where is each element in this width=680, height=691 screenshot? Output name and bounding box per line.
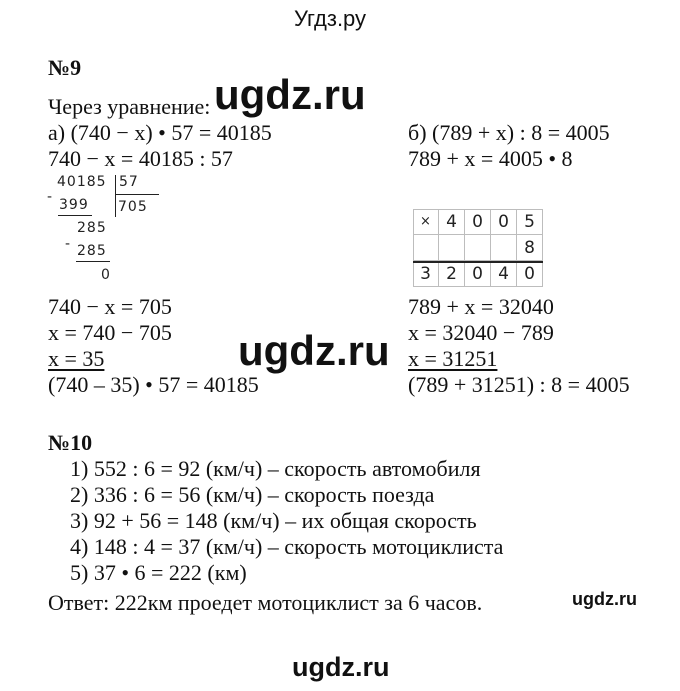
grid-cell: 5 (517, 209, 543, 235)
task9b-step1: 789 + x = 4005 • 8 (408, 146, 573, 171)
task9a-answer: x = 35 (48, 346, 105, 371)
task9b-equation: б) (789 + x) : 8 = 4005 (408, 120, 610, 145)
task9a-check: (740 – 35) • 57 = 40185 (48, 372, 259, 397)
multiply-sign: × (413, 209, 439, 235)
grid-cell: 0 (465, 209, 491, 235)
task9-number: №9 (48, 55, 82, 80)
grid-cell (465, 235, 491, 261)
task9-intro: Через уравнение: (48, 94, 211, 119)
grid-left-border (413, 209, 414, 287)
grid-cell (491, 235, 517, 261)
division-quotient: 705 (118, 199, 148, 215)
minus-sign-1: - (47, 189, 54, 205)
task10-answer: Ответ: 222км проедет мотоциклист за 6 часов. (48, 590, 483, 615)
division-rem2: 0 (101, 267, 111, 283)
task10-line-2: 2) 336 : 6 = 56 (км/ч) – скорость поезда (70, 482, 435, 507)
watermark-4: ugdz.ru (292, 652, 390, 682)
grid-cell (439, 235, 465, 261)
task9a-step1: 740 − x = 40185 : 57 (48, 146, 233, 171)
grid-cell: 8 (517, 235, 543, 261)
grid-cell: 4 (439, 209, 465, 235)
division-sub2: 285 (77, 243, 107, 259)
division-rem1: 285 (77, 220, 107, 236)
minus-sign-2: - (65, 236, 72, 252)
task9a-step3: x = 740 − 705 (48, 320, 172, 345)
division-bar (115, 175, 116, 217)
task9b-check: (789 + 31251) : 8 = 4005 (408, 372, 630, 397)
grid-cell: 3 (413, 261, 439, 287)
watermark-1: ugdz.ru (214, 71, 366, 118)
site-title: Угдз.ру (294, 6, 367, 31)
task9a-equation: а) (740 − x) • 57 = 40185 (48, 120, 272, 145)
task10-number: №10 (48, 430, 93, 455)
grid-cell (413, 235, 439, 261)
sub2-underline (76, 261, 110, 262)
grid-cell: 4 (491, 261, 517, 287)
task9b-answer: x = 31251 (408, 346, 498, 371)
grid-cell: 0 (517, 261, 543, 287)
division-dividend: 40185 (57, 174, 107, 190)
grid-cell: 2 (439, 261, 465, 287)
product-line (413, 261, 543, 263)
task10-line-3: 3) 92 + 56 = 148 (км/ч) – их общая скорость (70, 508, 477, 533)
watermark-2: ugdz.ru (238, 327, 390, 374)
grid-top-border (413, 209, 543, 210)
grid-cell: 0 (491, 209, 517, 235)
task9b-step3: x = 32040 − 789 (408, 320, 554, 345)
grid-cell: 0 (465, 261, 491, 287)
task10-line-5: 5) 37 • 6 = 222 (км) (70, 560, 247, 585)
task10-line-1: 1) 552 : 6 = 92 (км/ч) – скорость автомобиля (70, 456, 481, 481)
division-divisor: 57 (119, 174, 139, 190)
watermark-3: ugdz.ru (572, 589, 637, 609)
task9a-step2: 740 − x = 705 (48, 294, 172, 319)
sub1-underline (58, 215, 92, 216)
task9b-step2: 789 + x = 32040 (408, 294, 554, 319)
division-sub1: 399 (59, 197, 89, 213)
task10-line-4: 4) 148 : 4 = 37 (км/ч) – скорость мотоциклиста (70, 534, 504, 559)
divisor-underline (115, 194, 159, 195)
